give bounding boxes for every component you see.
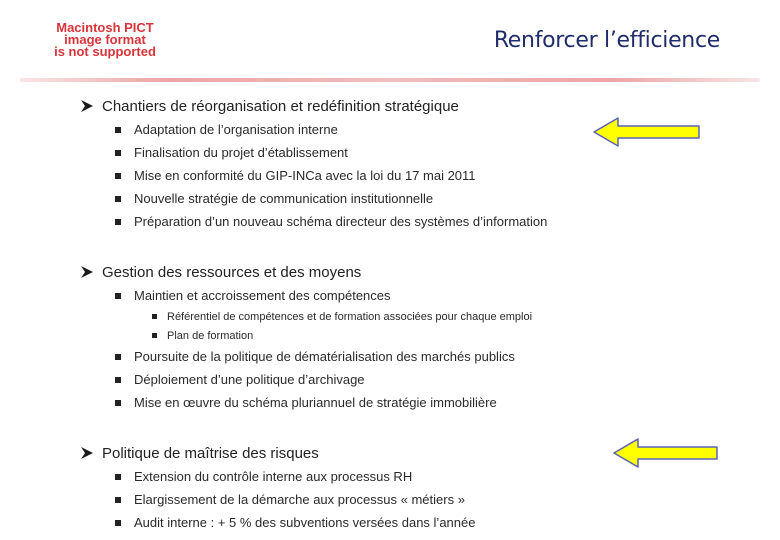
section-heading	[80, 262, 532, 282]
arrowhead-bullet-icon	[80, 265, 94, 279]
nested-list-item	[152, 326, 532, 345]
bullet-list	[115, 465, 475, 534]
list-item	[115, 511, 475, 534]
list-item-text: Nouvelle stratégie de communication institutionnelle	[134, 191, 434, 206]
logo-line: image format	[64, 32, 146, 47]
square-bullet-icon	[115, 196, 121, 202]
list-item	[115, 118, 547, 141]
list-item	[115, 465, 475, 488]
list-item	[115, 368, 532, 391]
section-heading-text: Gestion des ressources et des moyens	[102, 263, 362, 281]
list-item-text: Elargissement de la démarche aux processus « métiers »	[134, 492, 465, 507]
square-bullet-icon	[115, 400, 121, 406]
list-item-text: Mise en œuvre du schéma pluriannuel de stratégie immobilière	[134, 395, 497, 410]
list-item-text: Maintien et accroissement des compétences	[134, 288, 391, 303]
square-bullet-icon	[115, 354, 121, 360]
square-bullet-icon	[115, 150, 121, 156]
list-item	[115, 345, 532, 368]
section-heading-text: Politique de maîtrise des risques	[102, 444, 319, 462]
square-bullet-icon	[115, 219, 121, 225]
list-item-text: Plan de formation	[167, 329, 254, 342]
slide-title: Renforcer l’efficience	[493, 28, 720, 53]
pointer-arrow-icon	[592, 115, 702, 149]
bullet-list	[115, 284, 532, 414]
list-item-text: Préparation d’un nouveau schéma directeur des systèmes d’information	[134, 214, 548, 229]
bullet-list	[115, 118, 547, 233]
section-heading-text: Chantiers de réorganisation et redéfinition stratégique	[102, 97, 459, 115]
square-bullet-icon	[152, 314, 157, 319]
square-bullet-icon	[152, 333, 157, 338]
section-risques	[80, 443, 475, 534]
list-item-text: Finalisation du projet d’établissement	[134, 145, 348, 160]
square-bullet-icon	[115, 127, 121, 133]
list-item	[115, 488, 475, 511]
pointer-arrow-icon	[612, 436, 720, 470]
list-item	[115, 164, 547, 187]
logo-line: Macintosh PICT	[56, 20, 154, 35]
list-item-text: Audit interne : + 5 % des subventions versées dans l’année	[134, 515, 476, 530]
logo-placeholder	[34, 22, 176, 60]
list-item	[115, 187, 547, 210]
section-ressources	[80, 262, 532, 414]
list-item-text: Mise en conformité du GIP-INCa avec la loi du 17 mai 2011	[134, 168, 476, 183]
list-item-text: Déploiement d’une politique d’archivage	[134, 372, 365, 387]
square-bullet-icon	[115, 377, 121, 383]
list-item-text: Extension du contrôle interne aux processus RH	[134, 469, 413, 484]
header-divider	[20, 78, 760, 82]
square-bullet-icon	[115, 474, 121, 480]
section-heading	[80, 96, 547, 116]
list-item-text: Référentiel de compétences et de formation associées pour chaque emploi	[167, 310, 533, 323]
arrowhead-bullet-icon	[80, 99, 94, 113]
list-item	[115, 284, 532, 307]
square-bullet-icon	[115, 173, 121, 179]
list-item-text: Adaptation de l’organisation interne	[134, 122, 338, 137]
nested-bullet-list	[152, 307, 532, 345]
nested-list-item	[152, 307, 532, 326]
section-heading	[80, 443, 475, 463]
section-reorganisation	[80, 96, 547, 233]
list-item	[115, 210, 547, 233]
square-bullet-icon	[115, 497, 121, 503]
square-bullet-icon	[115, 293, 121, 299]
square-bullet-icon	[115, 520, 121, 526]
list-item-text: Poursuite de la politique de dématérialisation des marchés publics	[134, 349, 515, 364]
list-item	[115, 141, 547, 164]
arrowhead-bullet-icon	[80, 446, 94, 460]
logo-line: is not supported	[54, 44, 156, 59]
list-item	[115, 391, 532, 414]
